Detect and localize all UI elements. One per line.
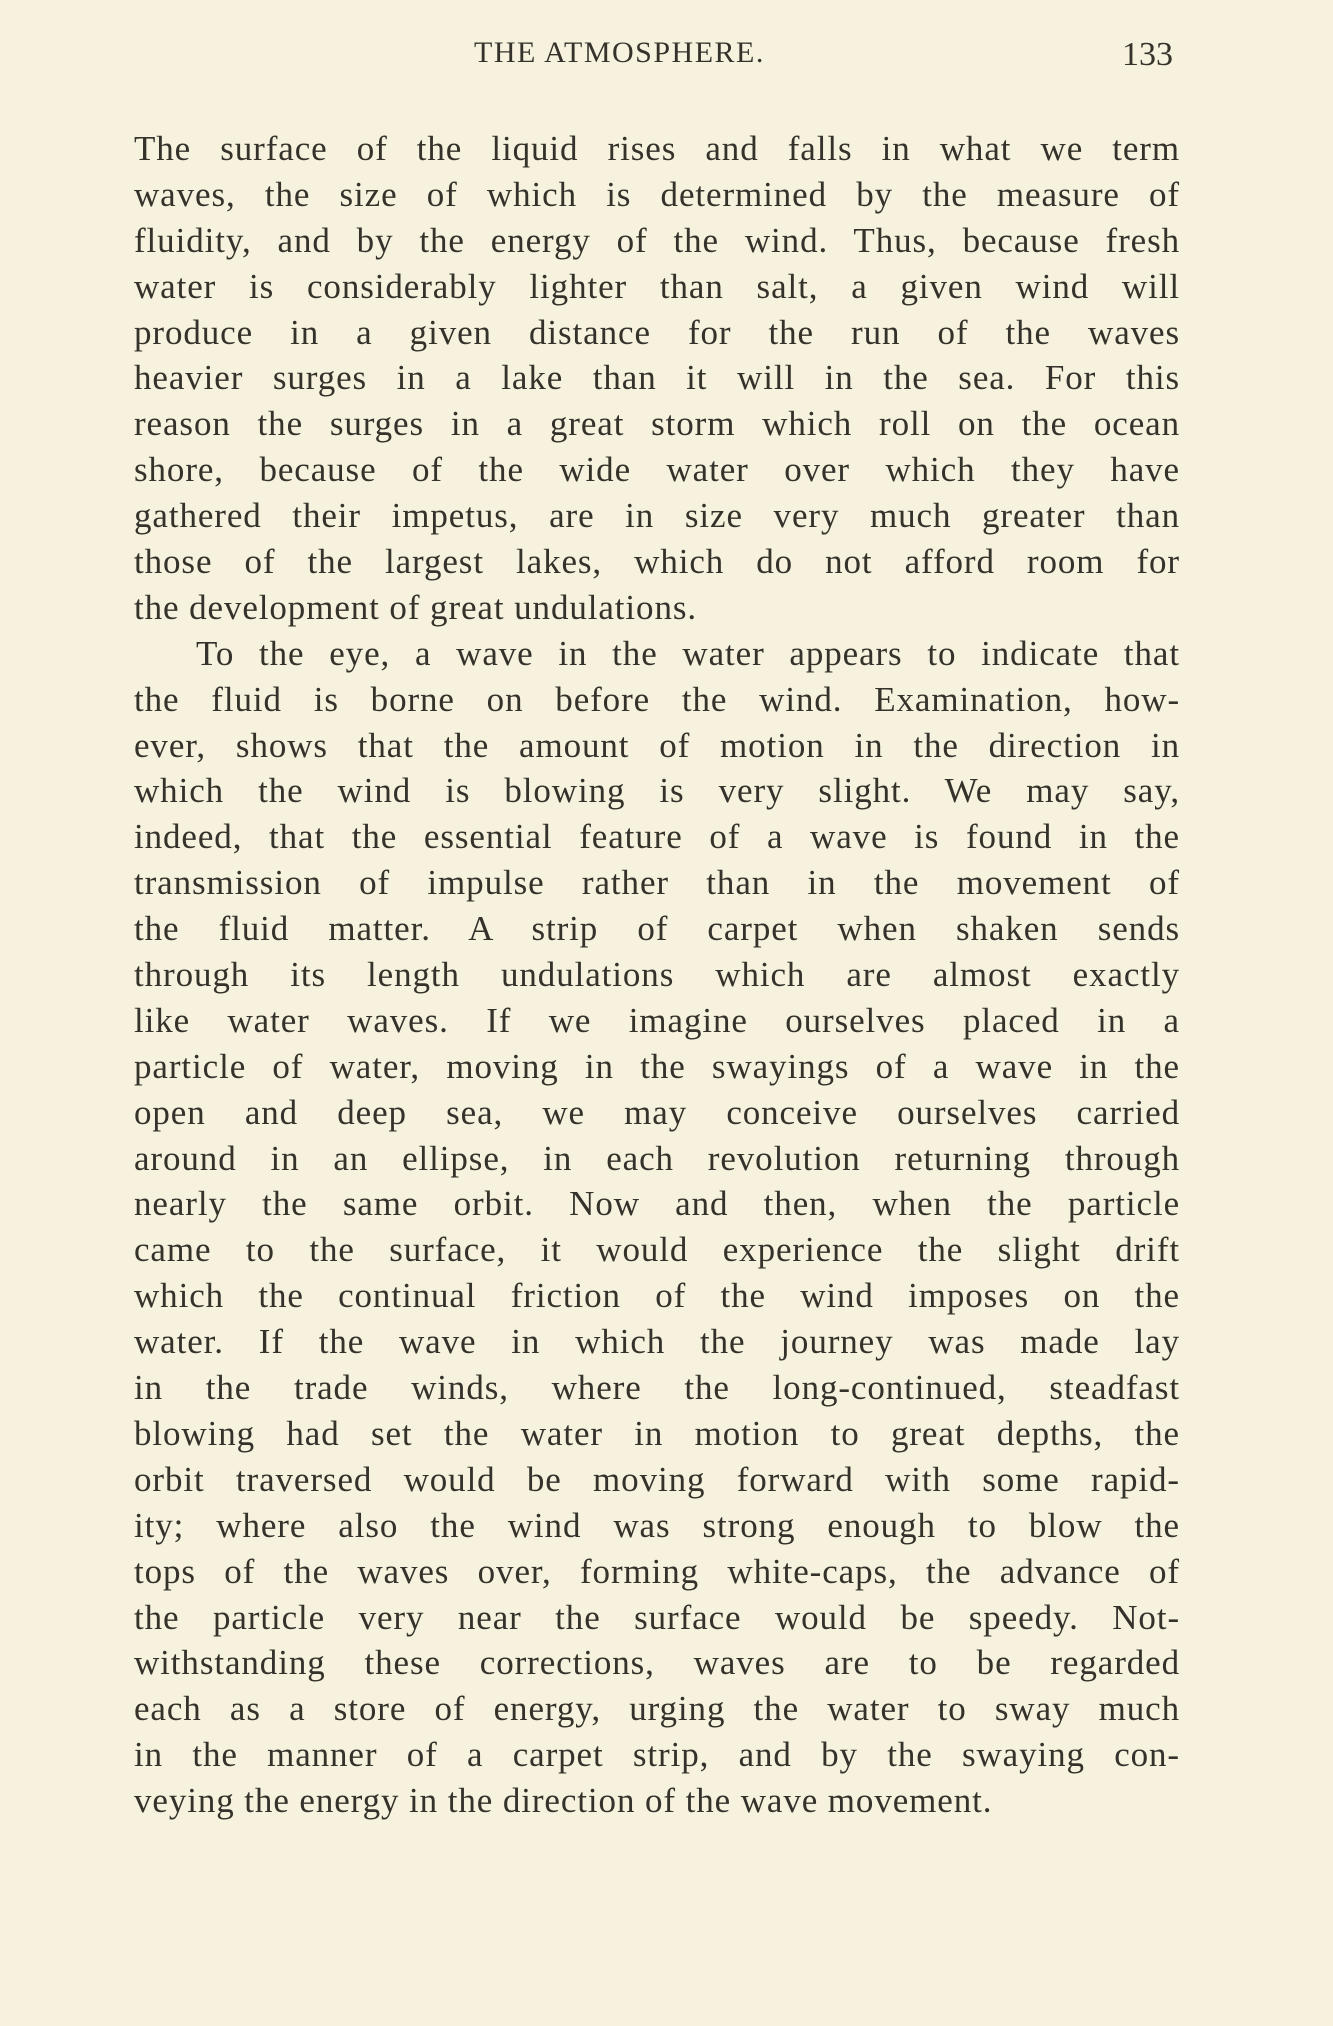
text-line: the particle very near the surface would be speedy. Not- (134, 1597, 1180, 1637)
page-header (0, 36, 1333, 80)
text-line: came to the surface, it would experience the slight drift (134, 1230, 1180, 1270)
text-line: around in an ellipse, in each revolution returning through (134, 1138, 1180, 1178)
text-line: gathered their impetus, are in size very much greater than (134, 496, 1180, 536)
body-text (134, 126, 1180, 1824)
running-head: THE ATMOSPHERE. (474, 36, 765, 69)
text-line: the development of great undulations. (134, 587, 698, 627)
text-line: in the manner of a carpet strip, and by the swaying con- (134, 1735, 1180, 1775)
text-line: withstanding these corrections, waves are to be regarded (134, 1643, 1180, 1683)
text-line: which the wind is blowing is very slight. We may say, (134, 771, 1180, 811)
text-line: those of the largest lakes, which do not afford room for (134, 542, 1180, 582)
text-line: orbit traversed would be moving forward with some rapid- (134, 1459, 1180, 1499)
text-line: waves, the size of which is determined by the measure of (134, 174, 1180, 214)
text-line: produce in a given distance for the run of the waves (134, 312, 1180, 352)
text-line: through its length undulations which are almost exactly (134, 955, 1180, 995)
text-line: like water waves. If we imagine ourselves placed in a (134, 1000, 1180, 1040)
text-line: The surface of the liquid rises and falls in what we term (134, 129, 1180, 168)
paragraph (134, 631, 1180, 1824)
text-line: heavier surges in a lake than it will in the sea. For this (134, 358, 1180, 398)
text-line: water. If the wave in which the journey was made lay (134, 1322, 1180, 1362)
text-line: nearly the same orbit. Now and then, when the particle (134, 1184, 1180, 1224)
text-line: transmission of impulse rather than in the movement of (134, 863, 1180, 903)
text-line: To the eye, a wave in the water appears to indicate that (196, 633, 1180, 673)
text-line: ever, shows that the amount of motion in the direction in (134, 725, 1180, 765)
text-line: ity; where also the wind was strong enough to blow the (134, 1505, 1180, 1545)
text-line: each as a store of energy, urging the water to sway much (134, 1689, 1180, 1729)
text-line: veying the energy in the direction of the wave movement. (134, 1781, 993, 1821)
text-line: the fluid is borne on before the wind. Examination, how- (134, 679, 1180, 719)
text-line: in the trade winds, where the long-continued, steadfast (134, 1368, 1180, 1408)
text-line: the fluid matter. A strip of carpet when shaken sends (134, 909, 1180, 949)
text-line: particle of water, moving in the swayings of a wave in the (134, 1046, 1180, 1086)
text-line: open and deep sea, we may conceive ourselves carried (134, 1092, 1180, 1132)
text-line: which the continual friction of the wind imposes on the (134, 1276, 1180, 1316)
text-line: water is considerably lighter than salt, a given wind will (134, 266, 1180, 306)
text-line: blowing had set the water in motion to great depths, the (134, 1413, 1180, 1453)
text-line: reason the surges in a great storm which roll on the ocean (134, 404, 1180, 444)
text-line: indeed, that the essential feature of a wave is found in the (134, 817, 1180, 857)
page-number: 133 (1122, 36, 1173, 73)
text-line: shore, because of the wide water over which they have (134, 450, 1180, 490)
paragraph (134, 126, 1180, 631)
text-line: tops of the waves over, forming white-caps, the advance of (134, 1551, 1180, 1591)
text-line: fluidity, and by the energy of the wind. Thus, because fresh (134, 220, 1180, 260)
